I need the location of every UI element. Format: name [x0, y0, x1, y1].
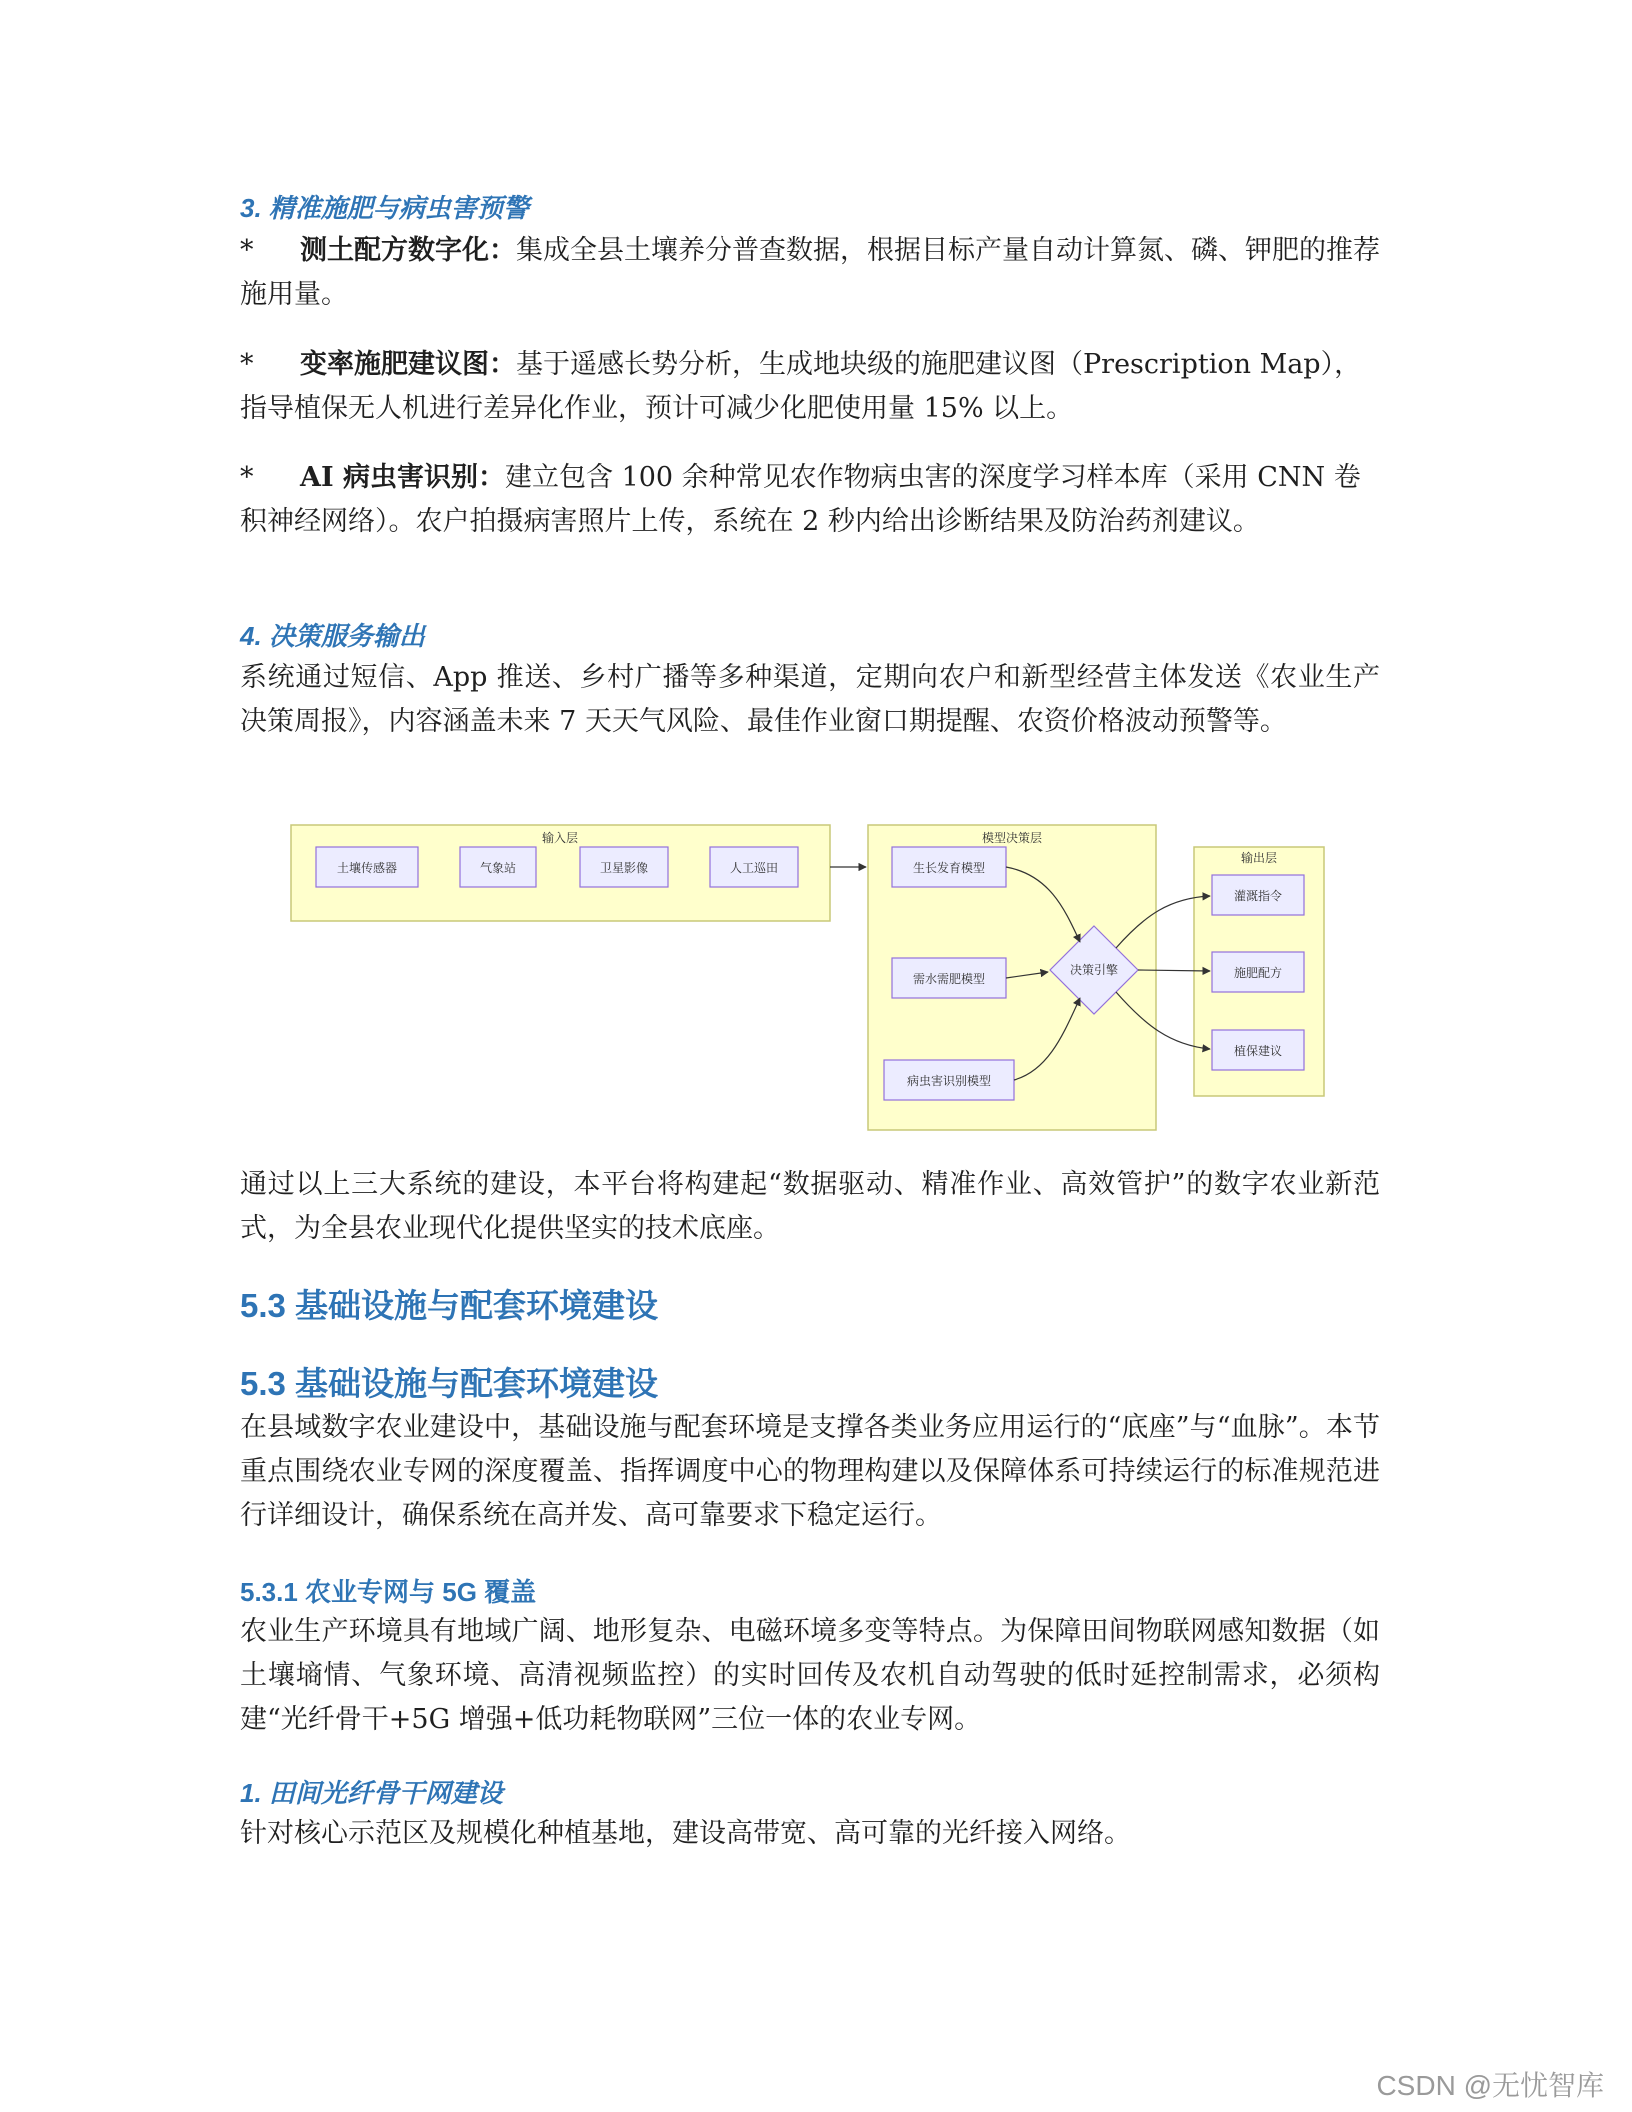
node-soil-sensor-label: 土壤传感器	[336, 861, 398, 875]
bullet-label: 变率施肥建议图：	[300, 349, 516, 380]
section53-heading-a: 5.3 基础设施与配套环境建设	[240, 1287, 659, 1324]
node-fertilizer-formula-label: 施肥配方	[1233, 966, 1283, 980]
summary-paragraph: 通过以上三大系统的建设，本平台将构建起“数据驱动、精准作业、高效管护”的数字农业新范式，为全县农业现代化提供坚实的技术底座。	[240, 1169, 1380, 1244]
bullet-text: 集成全县土壤养分普查数据，根据目标产量自动计算氮、磷、钾肥的推荐施用量。	[240, 235, 1380, 310]
output-layer-title: 输出层	[1240, 851, 1278, 865]
bullet-text: 建立包含 100 余种常见农作物病虫害的深度学习样本库（采用 CNN 卷积神经网络）。农户拍摄病害照片上传，系统在 2 秒内给出诊断结果及防治药剂建议。	[240, 462, 1361, 537]
watermark: CSDN @无忧智库	[1376, 2070, 1604, 2101]
node-plant-protection-label: 植保建议	[1233, 1044, 1283, 1058]
section531-heading: 5.3.1 农业专网与 5G 覆盖	[240, 1577, 537, 1607]
bullet-label: 测土配方数字化：	[300, 235, 516, 266]
section531-paragraph: 农业生产环境具有地域广阔、地形复杂、电磁环境多变等特点。为保障田间物联网感知数据（如土壤墒情、气象环境、高清视频监控）的实时回传及农机自动驾驶的低时延控制需求，必须构建“光纤骨干+5G 增强+低功耗物联网”三位一体的农业专网。	[240, 1616, 1380, 1735]
node-weather-station-label: 气象站	[479, 861, 517, 875]
node-irrigation-command-label: 灌溉指令	[1233, 889, 1283, 903]
node-satellite-imagery-label: 卫星影像	[599, 861, 649, 875]
node-manual-patrol-label: 人工巡田	[729, 861, 779, 875]
section4-paragraph: 系统通过短信、App 推送、乡村广播等多种渠道，定期向农户和新型经营主体发送《农业生产决策周报》，内容涵盖未来 7 天天气风险、最佳作业窗口期提醒、农资价格波动预警等。	[240, 662, 1380, 737]
bullet-star: *	[240, 349, 254, 380]
section3-heading: 3. 精准施肥与病虫害预警	[240, 193, 529, 223]
bullet-variable-rate	[240, 343, 1380, 431]
bullet-star: *	[240, 235, 254, 266]
bullet-star: *	[240, 462, 254, 493]
section53-paragraph: 在县域数字农业建设中，基础设施与配套环境是支撑各类业务应用运行的“底座”与“血脉”。本节重点围绕农业专网的深度覆盖、指挥调度中心的物理构建以及保障体系可持续运行的标准规范进行详细设计，确保系统在高并发、高可靠要求下稳定运行。	[240, 1412, 1380, 1531]
sub1-heading: 1. 田间光纤骨干网建设	[240, 1778, 503, 1808]
decision-flow-diagram	[290, 820, 1335, 1135]
section53-heading-b: 5.3 基础设施与配套环境建设	[240, 1365, 659, 1402]
section4-heading: 4. 决策服务输出	[240, 621, 425, 651]
sub1-paragraph: 针对核心示范区及规模化种植基地，建设高带宽、高可靠的光纤接入网络。	[240, 1818, 1131, 1849]
bullet-text: 基于遥感长势分析，生成地块级的施肥建议图（Prescription Map），指导植保无人机进行差异化作业，预计可减少化肥使用量 15% 以上。	[240, 349, 1362, 424]
bullet-ai-pest	[240, 456, 1380, 544]
node-pest-model-label: 病虫害识别模型	[906, 1074, 992, 1088]
node-growth-model-label: 生长发育模型	[912, 861, 986, 875]
node-water-fertilizer-model-label: 需水需肥模型	[912, 972, 986, 986]
node-decision-engine-label: 决策引擎	[1069, 963, 1119, 977]
bullet-soil-formula	[240, 229, 1380, 317]
input-layer-title: 输入层	[541, 831, 579, 845]
model-layer-title: 模型决策层	[981, 831, 1043, 845]
bullet-label: AI 病虫害识别：	[300, 462, 505, 493]
